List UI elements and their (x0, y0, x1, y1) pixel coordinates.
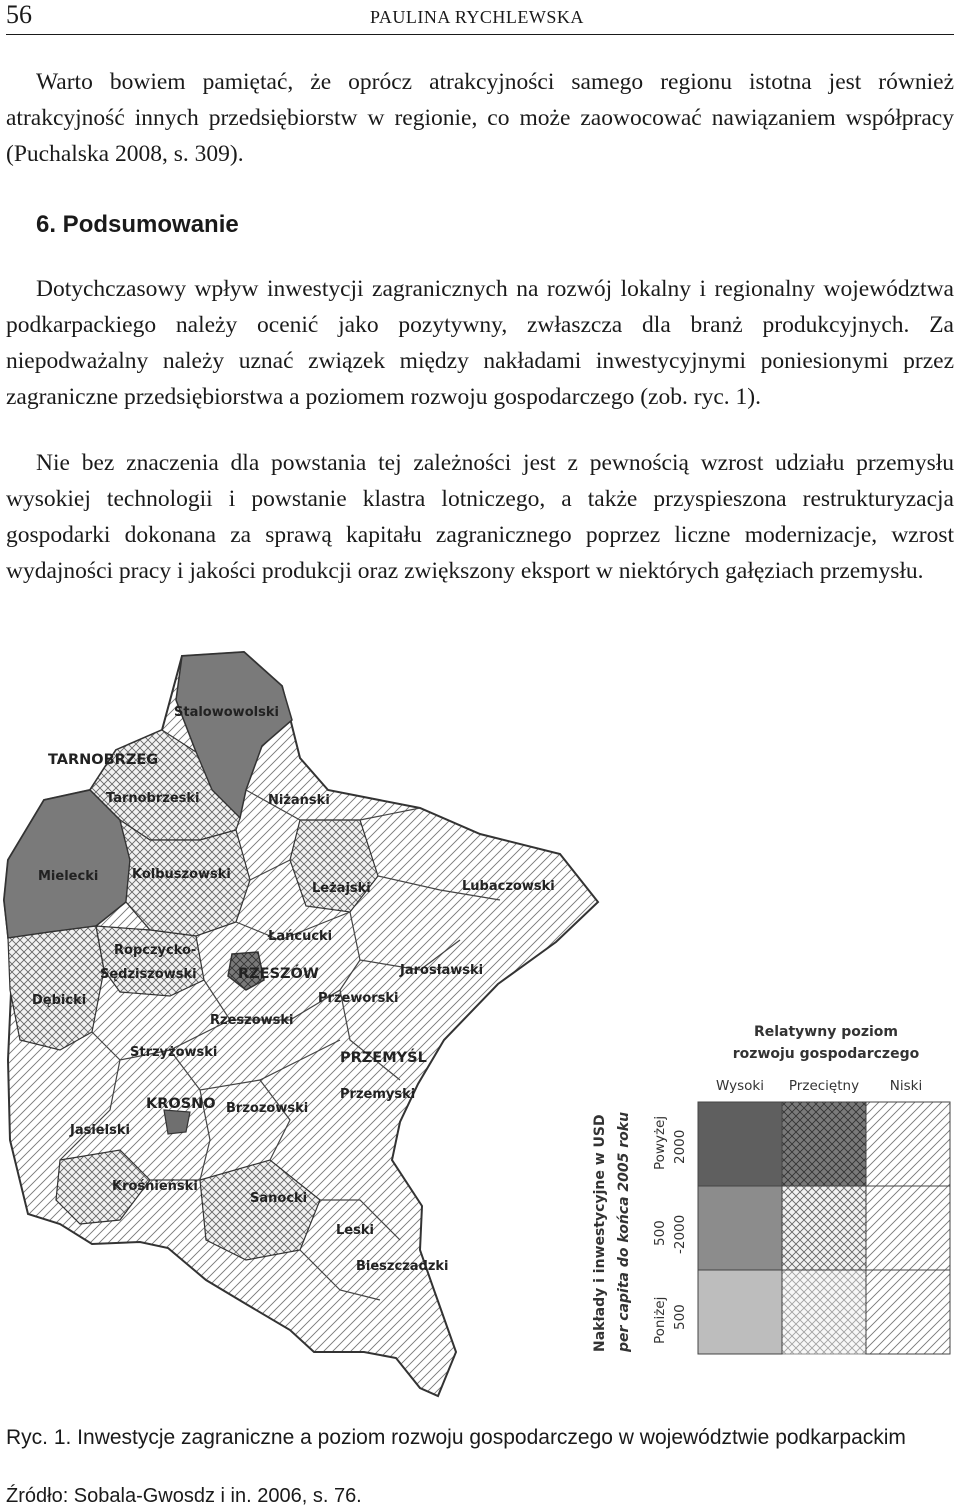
legend-cell-mid-mid (782, 1186, 866, 1270)
legend-col-mid: Przeciętny (788, 1078, 860, 1094)
legend-row-low-2: 500 (672, 1304, 688, 1330)
label-strzyzowski: Strzyżowski (130, 1045, 218, 1060)
label-tarnobrzeski: Tarnobrzeski (106, 791, 200, 806)
legend-cell-top-low (866, 1102, 950, 1186)
label-przemyski: Przemyski (340, 1087, 416, 1102)
label-lubaczowski: Lubaczowski (462, 879, 555, 894)
running-head: PAULINA RYCHLEWSKA (370, 7, 584, 27)
label-przemysl: PRZEMYŚL (340, 1050, 427, 1066)
figure-map (0, 640, 960, 1410)
label-rzeszow: RZESZÓW (238, 966, 319, 982)
legend-row-mid-1: 500 (652, 1220, 668, 1246)
legend-axis-2: per capita do końca 2005 roku (616, 1111, 632, 1352)
label-jasielski: Jasielski (70, 1123, 130, 1138)
label-debicki: Dębicki (32, 993, 87, 1008)
legend-row-top-2: 2000 (672, 1129, 688, 1164)
body-paragraph-2: Dotychczasowy wpływ inwestycji zagranicznych na rozwój lokalny i regionalny województwa podkarpackiego należy ocenić jako pozytywny, zwłaszcza dla branż produkcyjnych. Za niepodważalny należy uznać związek między nakładami inwestycyjnymi poniesionymi przez zagraniczne przedsiębiorstwa a poziomem rozwoju gospodarczego (zob. ryc. 1). (6, 276, 954, 410)
label-lancucki: Łańcucki (268, 929, 333, 944)
area-krosno-city (164, 1110, 190, 1134)
legend-cell-low-high (698, 1270, 782, 1354)
legend-axis-1: Nakłady i inwestycyjne w USD (592, 1114, 608, 1352)
label-jaroslawski: Jarosławski (400, 963, 484, 978)
body-paragraph-3: Nie bez znaczenia dla powstania tej zależności jest z pewnością wzrost udziału przemysłu wysokiej technologii i powstanie klastra lotniczego, a także przyspieszona restrukturyzacja gospodarki dokonana za sprawą kapitału zagranicznego poprzez liczne modernizacje, wzrost wydajności pracy i jakości produkcji oraz zwiększony eksport w niektórych gałęziach przemysłu. (6, 450, 954, 584)
legend-title-1: Relatywny poziom (753, 1024, 899, 1040)
body-paragraph-1: Warto bowiem pamiętać, że oprócz atrakcyjności samego regionu istotna jest również atrakcyjność innych przedsiębiorstw w regionie, co może zaowocować nawiązaniem współpracy (Puchalska 2008, s. 309). (6, 69, 954, 167)
legend-row-low-1: Poniżej (652, 1296, 668, 1344)
legend-cell-mid-high (698, 1186, 782, 1270)
figure-source: Źródło: Sobala-Gwosdz i in. 2006, s. 76. (6, 1485, 362, 1507)
page-header (6, 0, 954, 35)
legend-cell-low-low (866, 1270, 950, 1354)
legend-cell-low-mid (782, 1270, 866, 1354)
label-leski: Leski (336, 1223, 374, 1238)
legend-cell-top-high (698, 1102, 782, 1186)
label-przeworski: Przeworski (318, 991, 399, 1006)
legend-cell-top-mid (782, 1102, 866, 1186)
legend-row-mid-2: -2000 (672, 1214, 688, 1254)
label-sanocki: Sanocki (250, 1191, 308, 1206)
label-ropczycko-2: Sędziszowski (100, 967, 197, 982)
label-lezajski: Leżajski (312, 881, 371, 896)
label-krosno: KROSNO (146, 1096, 216, 1112)
legend-title-2: rozwoju gospodarczego (732, 1046, 920, 1062)
legend-col-high: Wysoki (716, 1078, 764, 1094)
map-svg (0, 640, 960, 1410)
label-bieszczadzki: Bieszczadzki (356, 1259, 449, 1274)
label-brzozowski: Brzozowski (226, 1101, 309, 1116)
label-stalowowolski: Stalowowolski (174, 705, 279, 720)
legend (592, 1024, 950, 1354)
label-tarnobrzeg: TARNOBRZEG (48, 752, 159, 768)
page-number: 56 (6, 0, 32, 29)
label-nizanski: Niżański (268, 793, 330, 808)
label-ropczycko-1: Ropczycko- (114, 943, 197, 958)
label-rzeszowski: Rzeszowski (210, 1013, 294, 1028)
area-debicki (8, 926, 104, 1050)
label-krosnienski: Krośnieński (112, 1179, 198, 1194)
label-mielecki: Mielecki (38, 869, 99, 884)
legend-col-low: Niski (889, 1078, 923, 1094)
label-kolbuszowski: Kolbuszowski (132, 867, 231, 882)
legend-row-top-1: Powyżej (652, 1115, 668, 1170)
figure-caption: Ryc. 1. Inwestycje zagraniczne a poziom rozwoju gospodarczego w województwie podkarpackim (6, 1426, 906, 1449)
section-heading: 6. Podsumowanie (36, 211, 239, 238)
legend-cell-mid-low (866, 1186, 950, 1270)
